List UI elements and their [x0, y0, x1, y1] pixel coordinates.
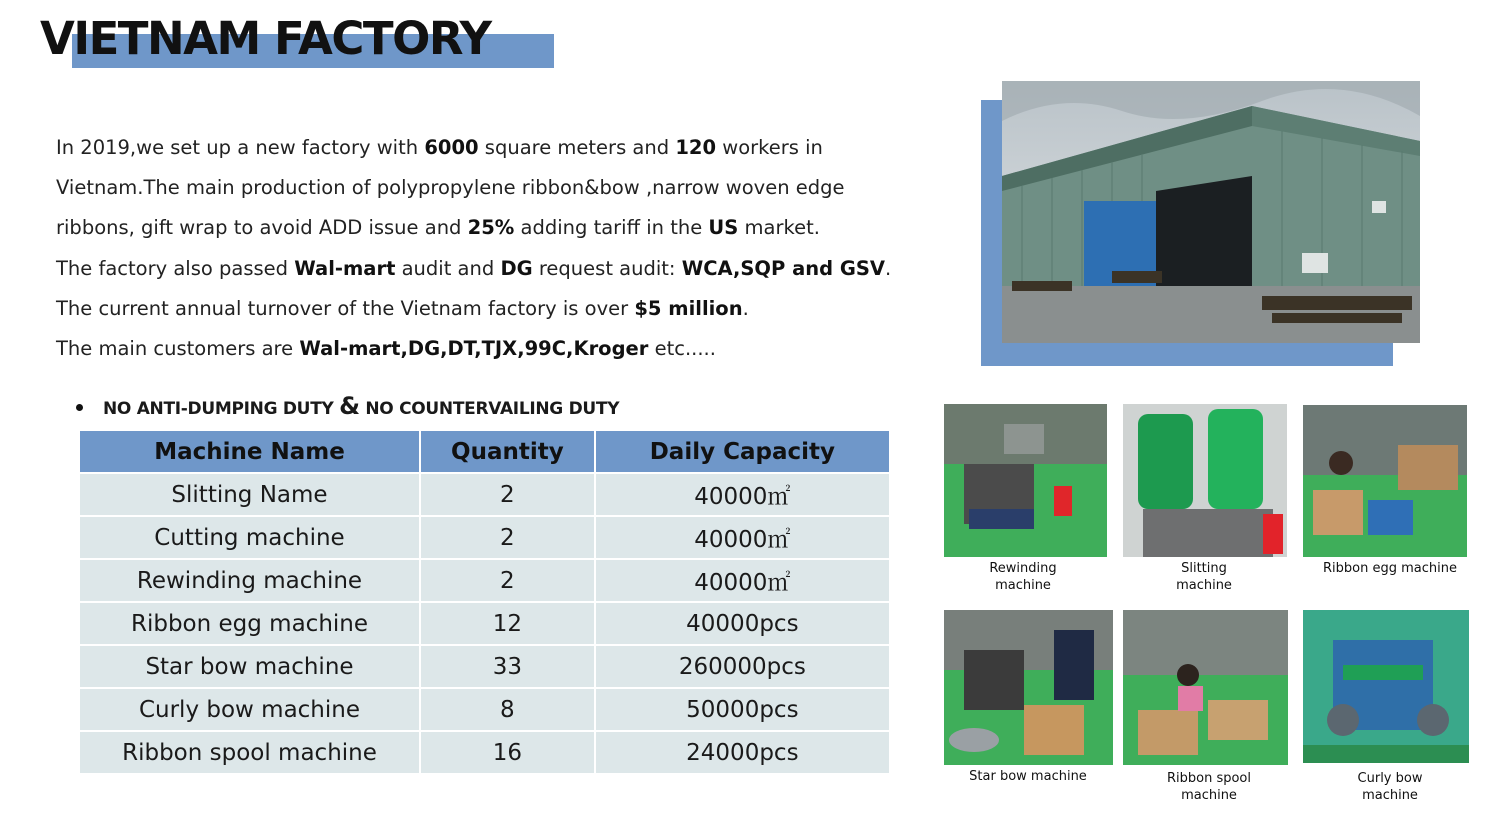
cell-capacity: 40000㎡	[595, 559, 890, 602]
table-header-row	[80, 431, 890, 473]
cell-machine: Ribbon egg machine	[80, 602, 420, 645]
ribbon-spool-machine-image	[1123, 610, 1288, 765]
table-row	[80, 645, 890, 688]
table-row	[80, 516, 890, 559]
slitting-machine-photo	[1123, 404, 1287, 557]
ribbon-spool-machine-photo	[1123, 610, 1288, 765]
cell-machine: Ribbon spool machine	[80, 731, 420, 774]
intro-line-4: The factory also passed Wal-mart audit and DG request audit: WCA,SQP and GSV.	[56, 256, 892, 280]
intro-text	[56, 128, 916, 369]
table-row	[80, 688, 890, 731]
intro-line-1: In 2019,we set up a new factory with 6000 square meters and 120 workers in	[56, 136, 823, 159]
bullet-dot-icon	[76, 404, 83, 411]
cell-machine: Curly bow machine	[80, 688, 420, 731]
machine-table	[80, 431, 891, 775]
cell-quantity: 16	[420, 731, 595, 774]
slitting-machine-image	[1123, 404, 1287, 557]
rewinding-machine-image	[944, 404, 1107, 557]
caption-slitting: Slitting machine	[1176, 561, 1232, 593]
table-row	[80, 473, 890, 516]
ribbon-egg-machine-photo	[1303, 405, 1467, 557]
ribbon-egg-machine-image	[1303, 405, 1467, 557]
factory-building-photo	[1002, 81, 1420, 343]
cell-capacity: 40000㎡	[595, 516, 890, 559]
star-bow-machine-photo	[944, 610, 1113, 765]
caption-star-bow: Star bow machine	[969, 769, 1087, 784]
cell-machine: Cutting machine	[80, 516, 420, 559]
curly-bow-machine-photo	[1303, 610, 1469, 763]
caption-ribbon-egg: Ribbon egg machine	[1323, 561, 1457, 576]
cell-capacity: 40000pcs	[595, 602, 890, 645]
intro-line-6: The main customers are Wal-mart,DG,DT,TJX,99C,Kroger etc.....	[56, 337, 716, 361]
header-daily-capacity: Daily Capacity	[595, 431, 890, 473]
cell-quantity: 33	[420, 645, 595, 688]
caption-curly-bow: Curly bow machine	[1357, 771, 1423, 803]
curly-bow-machine-image	[1303, 610, 1469, 763]
caption-ribbon-spool: Ribbon spool machine	[1166, 771, 1252, 803]
cell-quantity: 2	[420, 473, 595, 516]
cell-quantity: 2	[420, 516, 595, 559]
header-machine-name: Machine Name	[80, 431, 420, 473]
cell-capacity: 260000pcs	[595, 645, 890, 688]
cell-capacity: 24000pcs	[595, 731, 890, 774]
cell-quantity: 2	[420, 559, 595, 602]
caption-rewinding: Rewinding machine	[989, 561, 1057, 593]
cell-machine: Star bow machine	[80, 645, 420, 688]
table-row	[80, 731, 890, 774]
cell-capacity: 40000㎡	[595, 473, 890, 516]
header-quantity: Quantity	[420, 431, 595, 473]
cell-capacity: 50000pcs	[595, 688, 890, 731]
star-bow-machine-image	[944, 610, 1113, 765]
cell-machine: Slitting Name	[80, 473, 420, 516]
cell-quantity: 12	[420, 602, 595, 645]
factory-building-image	[1002, 81, 1420, 343]
intro-line-2: Vietnam.The main production of polypropylene ribbon&bow ,narrow woven edge	[56, 176, 845, 200]
page-title: VIETNAM FACTORY	[40, 12, 491, 65]
cell-quantity: 8	[420, 688, 595, 731]
intro-line-3: ribbons, gift wrap to avoid ADD issue and 25% adding tariff in the US market.	[56, 216, 820, 240]
cell-machine: Rewinding machine	[80, 559, 420, 602]
duty-bullet: NO ANTI-DUMPING DUTY & NO COUNTERVAILING DUTY	[76, 392, 619, 420]
intro-line-5: The current annual turnover of the Vietnam factory is over $5 million.	[56, 296, 749, 320]
table-row	[80, 602, 890, 645]
rewinding-machine-photo	[944, 404, 1107, 557]
table-row	[80, 559, 890, 602]
